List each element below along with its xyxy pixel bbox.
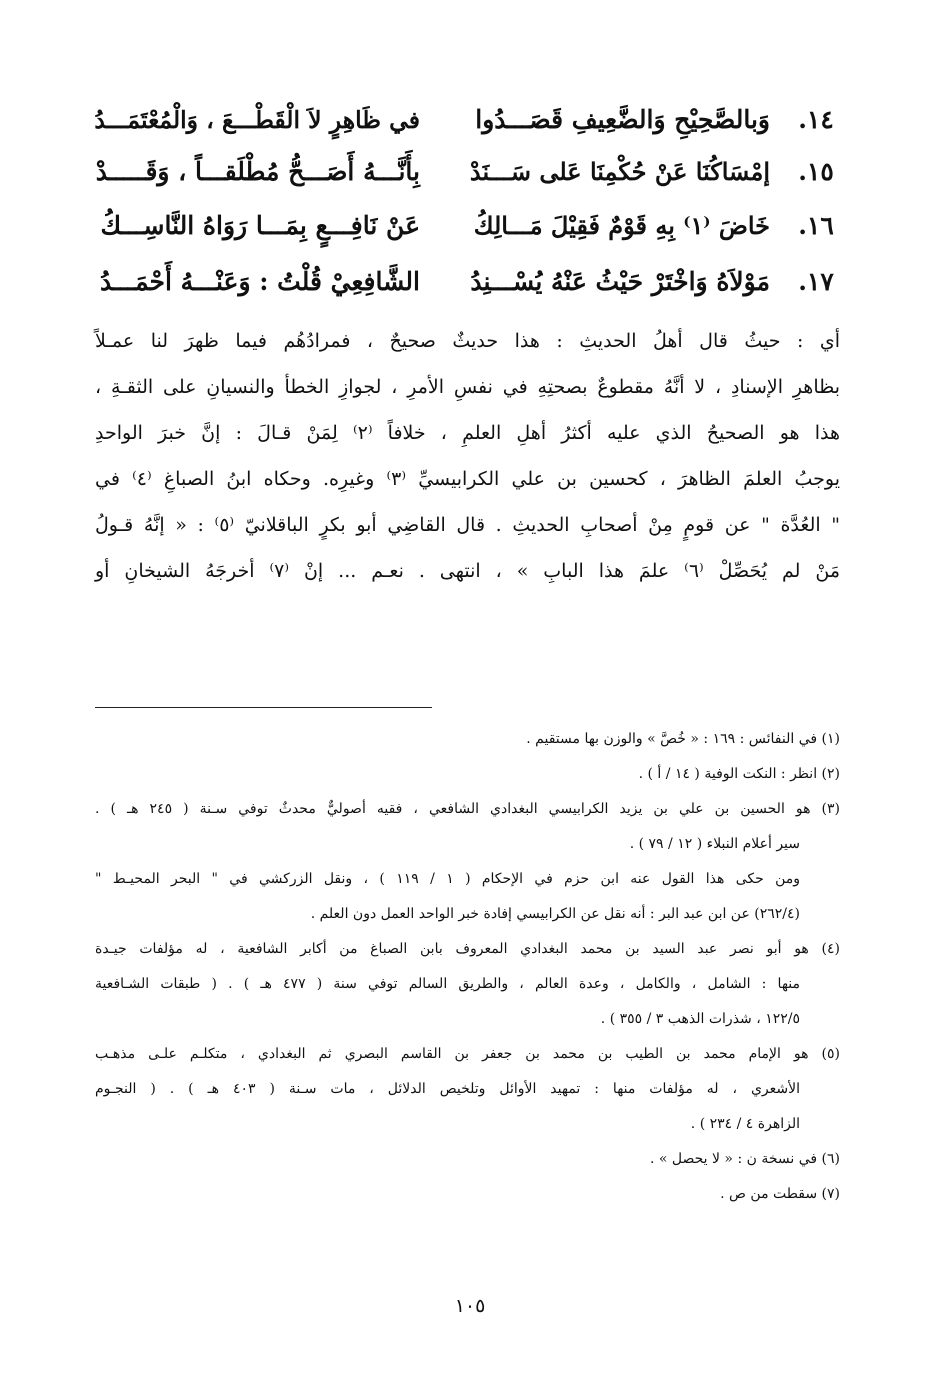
- footnotes: [95, 722, 840, 1212]
- footnote-line: (٤) هو أبو نصر عبد السيد بن محمد البغدادي المعروف بابن الصباغ من أكابر الشافعية ، له مؤلفات جيـدة: [95, 941, 840, 957]
- footnote-line: الزاهرة ٤ / ٢٣٤ ) .: [690, 1116, 800, 1132]
- verse-first-hemistich: وَبالصَّحِيْحِ وَالضَّعِيفِ قَصَـــدُوا: [475, 105, 770, 134]
- commentary-line: يوجبُ العلمَ الظاهرَ ، كحسين بن علي الكرابيسيِّ ⁽٣⁾ وغيرِه. وحكاه ابنُ الصباغِ ⁽٤⁾ في: [95, 468, 840, 490]
- footnote-line: (٢) انظر : النكت الوفية ( ١٤ / أ ) .: [638, 766, 840, 782]
- commentary-line: هذا هو الصحيحُ الذي عليه أكثرُ أهلِ العلمِ ، خلافاً ⁽٢⁾ لِمَنْ قـالَ : إنَّ خبرَ الواحدِ: [95, 422, 840, 444]
- verse-number: ١٤.: [798, 105, 834, 134]
- footnote-line: (٥) هو الإمام محمد بن الطيب بن محمد بن جعفر بن القاسم البصري ثم البغدادي ، متكلـم علـى مذهـب: [95, 1046, 840, 1062]
- verse-first-hemistich: مَوْلاَهُ وَاخْتَرْ حَيْثُ عَنْهُ يُسْـــنِدُ: [470, 267, 770, 296]
- footnote-line: الأشعري ، له مؤلفات منها : تمهيد الأوائل وتلخيص الدلائل ، مات سـنة ( ٤٠٣ هـ ) . ( النجـوم: [95, 1081, 800, 1097]
- verse-number: ١٥.: [798, 157, 834, 186]
- verse-line: [95, 98, 840, 142]
- commentary-line: " العُدَّة " عن قومٍ مِنْ أصحابِ الحديثِ . قال القاضِي أبو بكرٍ الباقلانيّ ⁽٥⁾ : « إنَّهُ قـولُ: [95, 514, 840, 536]
- footnote-line: منها : الشامل ، والكامل ، وعدة العالم ، والطريق السالم توفي سنة ( ٤٧٧ هـ ) . ( طبقات الشـافعية: [95, 976, 801, 992]
- footnote-line: (١) في النفائس : ١٦٩ : « خُصَّ » والوزن بها مستقيم .: [526, 731, 840, 747]
- commentary-line: أي : حيثُ قال أهلُ الحديثِ : هذا حديثٌ صحيحٌ ، فمرادُهُم فيما ظهرَ لنا عمـلاً: [95, 330, 840, 352]
- page-number: ١٠٥: [454, 1295, 486, 1317]
- commentary-line: مَنْ لم يُحَصِّلْ ⁽٦⁾ علمَ هذا البابِ » ، انتهى . نعـم ... إنْ ⁽٧⁾ أخرجَهُ الشيخانِ أو: [95, 560, 841, 582]
- verse-second-hemistich: بِأَنَّـــهُ أَصَـــحُّ مُطْلَقـــاً ، وَقَـــــدْ: [95, 157, 420, 186]
- commentary-line: بظاهرِ الإسنادِ ، لا أنَّهُ مقطوعٌ بصحتِهِ في نفسِ الأمرِ ، لجوازِ الخطأ والنسيانِ على الثقـةِ ،: [95, 376, 840, 398]
- footnote-line: (٦) في نسخة ن : « لا يحصل » .: [649, 1151, 840, 1167]
- commentary-paragraph: [95, 318, 840, 594]
- footnote-separator: [95, 707, 432, 708]
- verse-number: ١٦.: [798, 211, 834, 240]
- footnote-line: ١٢٢/٥ ، شذرات الذهب ٣ / ٣٥٥ ) .: [600, 1011, 800, 1027]
- verse-first-hemistich: خَاضَ ⁽١⁾ بِهِ قَوْمٌ فَقِيْلَ مَـــالِكُ: [473, 211, 770, 240]
- footnote-line: (٢٦٢/٤) عن ابن عبد البر : أنه نقل عن الكرابيسي إفادة خبر الواحد العمل دون العلم .: [310, 906, 800, 922]
- verse-second-hemistich: الشَّافِعِيْ قُلْتُ : وَعَنْـــهُ أَحْمَـــدُ: [99, 267, 420, 296]
- verse-second-hemistich: في ظَاهِرٍ لاَ الْقَطْـــعَ ، وَالْمُعْتَمَـــدُ: [94, 106, 420, 134]
- footnote-line: ومن حكى هذا القول عنه ابن حزم في الإحكام ( ١ / ١١٩ ) ، ونقل الزركشي في " البحر المحيـط ": [95, 871, 801, 887]
- footnote-line: (٧) سقطت من ص .: [720, 1186, 840, 1202]
- verse-second-hemistich: عَنْ نَافِـــعٍ بِمَـــا رَوَاهُ النَّاسِـــكُ: [100, 211, 420, 240]
- footnote-line: (٣) هو الحسين بن علي بن يزيد الكرابيسي البغدادي الشافعي ، فقيه أصوليٌّ محدثٌ توفي سـنة ( ٢٤٥ هـ ) .: [95, 801, 841, 817]
- footnote-line: سير أعلام النبلاء ( ١٢ / ٧٩ ) .: [629, 836, 800, 852]
- verse-line: [95, 150, 840, 194]
- verse-first-hemistich: إمْسَاكُنَا عَنْ حُكْمِنَا عَلى سَـــنَدْ: [469, 157, 770, 186]
- verse-line: [95, 204, 840, 248]
- verse-line: [95, 260, 840, 304]
- verse-number: ١٧.: [798, 267, 834, 296]
